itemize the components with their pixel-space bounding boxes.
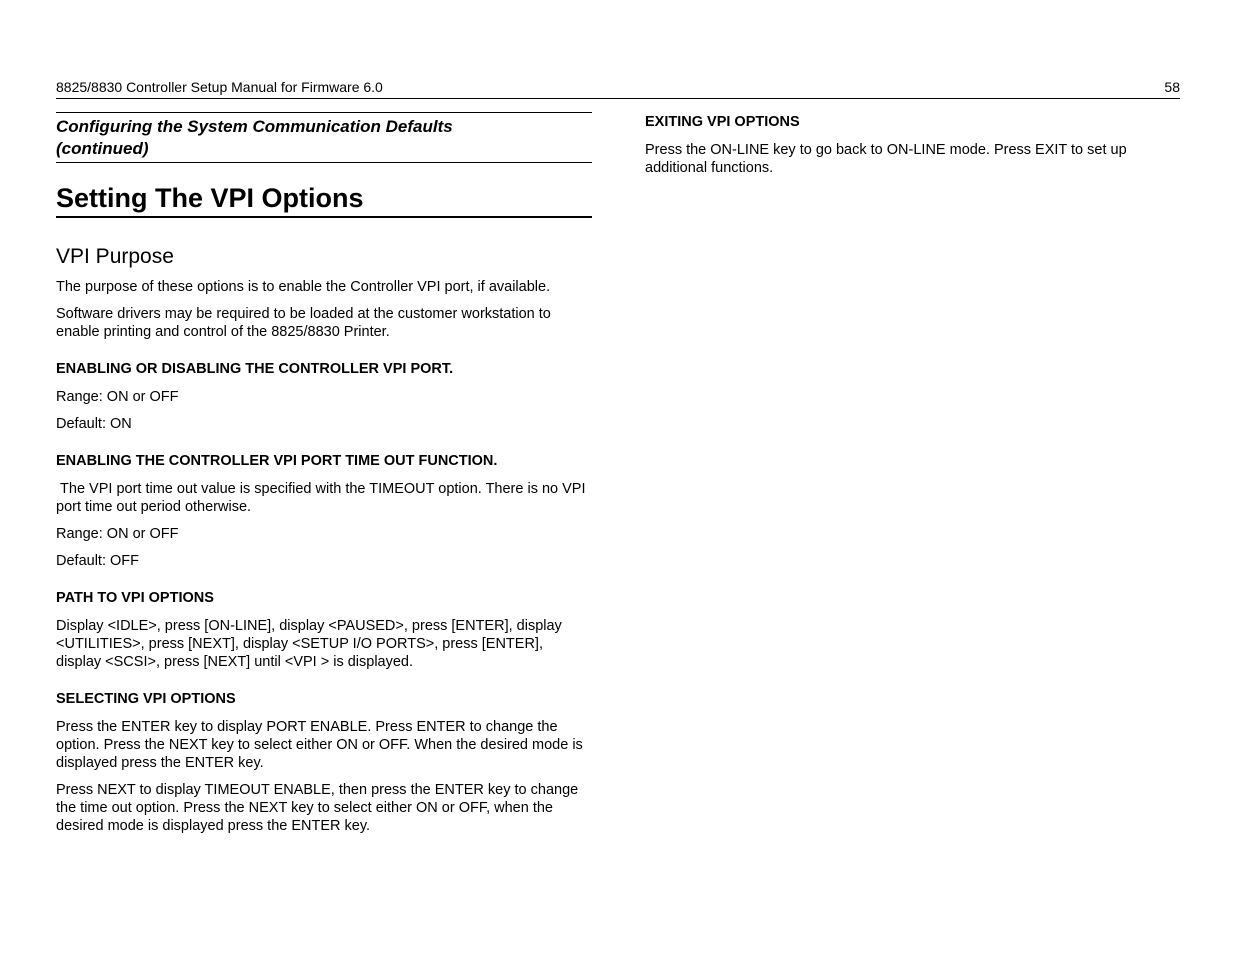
page-title: Setting The VPI Options — [56, 181, 592, 218]
manual-title: 8825/8830 Controller Setup Manual for Firmware 6.0 — [56, 79, 383, 95]
selecting-paragraph-1: Press the ENTER key to display PORT ENABLE. Press ENTER to change the option. Press the NEXT key to select either ON or OFF. When the desired mode is displayed press the ENTER key. — [56, 719, 583, 771]
timeout-description: The VPI port time out value is specified with the TIMEOUT option. There is no VPI port time out period otherwise. — [56, 481, 590, 515]
exiting-heading: EXITING VPI OPTIONS — [645, 114, 800, 130]
timeout-heading: ENABLING THE CONTROLLER VPI PORT TIME OUT FUNCTION. — [56, 453, 498, 469]
selecting-paragraph-2: Press NEXT to display TIMEOUT ENABLE, then press the ENTER key to change the time out option. Press the NEXT key to select either ON or OFF, when the desired mode is displayed press the ENTER key. — [56, 782, 579, 834]
vpi-purpose-heading: VPI Purpose — [56, 245, 174, 268]
timeout-range: Range: ON or OFF — [56, 526, 179, 542]
path-text: Display <IDLE>, press [ON-LINE], display <PAUSED>, press [ENTER], display <UTILITIES>, press [NEXT], display <SETUP I/O PORTS>, press [ENTER], display <SCSI>, press [NEXT] until <VPI > is displayed. — [56, 618, 562, 670]
selecting-heading: SELECTING VPI OPTIONS — [56, 691, 236, 707]
purpose-paragraph-2: Software drivers may be required to be loaded at the customer workstation to enable printing and control of the 8825/8830 Printer. — [56, 306, 551, 340]
timeout-default: Default: OFF — [56, 553, 139, 569]
enable-port-range: Range: ON or OFF — [56, 389, 179, 405]
section-context-line2: (continued) — [56, 139, 149, 158]
section-context-heading — [56, 112, 592, 163]
path-heading: PATH TO VPI OPTIONS — [56, 590, 214, 606]
enable-port-default: Default: ON — [56, 416, 132, 432]
right-column — [645, 112, 1181, 177]
left-column — [56, 112, 592, 835]
exiting-text: Press the ON-LINE key to go back to ON-LINE mode. Press EXIT to set up additional functions. — [645, 142, 1127, 176]
page-header — [56, 79, 1180, 99]
enable-port-heading: ENABLING OR DISABLING THE CONTROLLER VPI PORT. — [56, 361, 454, 377]
purpose-paragraph-1: The purpose of these options is to enable the Controller VPI port, if available. — [56, 279, 551, 295]
page-number: 58 — [1164, 79, 1180, 95]
section-context-line1: Configuring the System Communication Defaults — [56, 117, 453, 136]
